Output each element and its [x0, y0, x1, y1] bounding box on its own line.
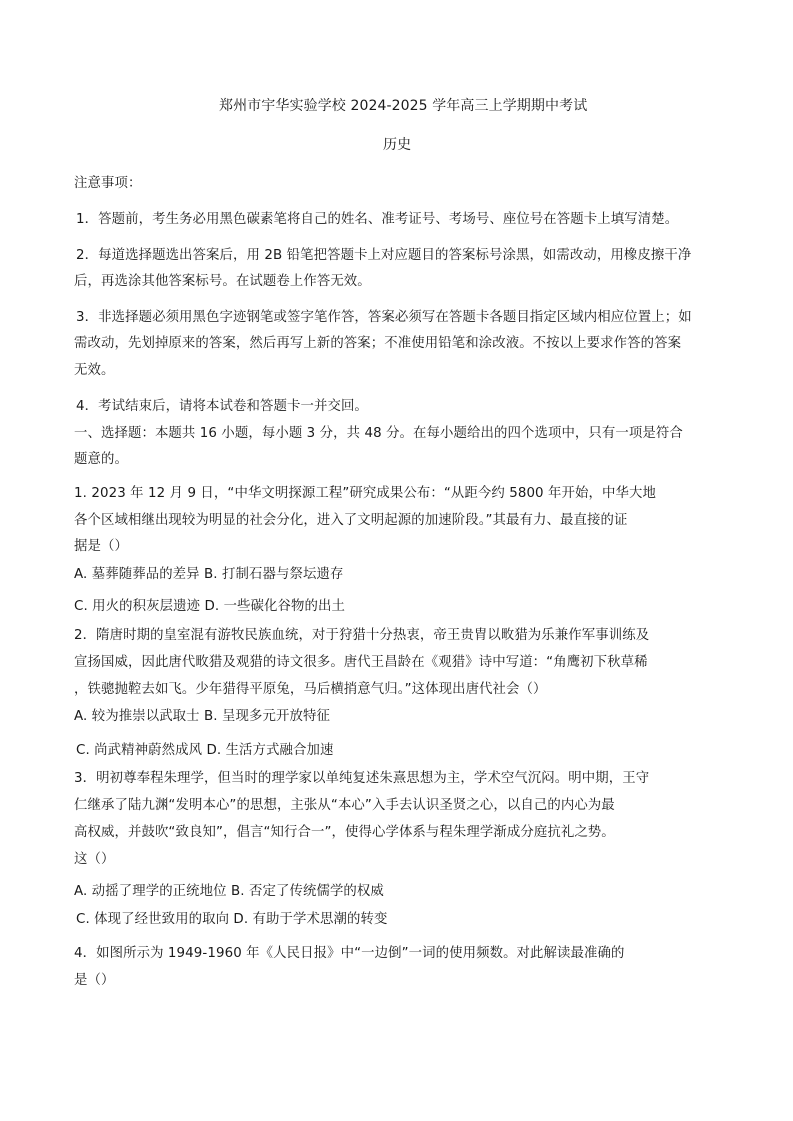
question-1-options-line-1: A. 墓葬随葬品的差异 B. 打制石器与祭坛遗存	[74, 567, 344, 582]
question-1-stem-line-1: 1. 2023 年 12 月 9 日，“中华文明探源工程”研究成果公布：“从距今约 5800 年开始，中华大地	[74, 486, 656, 501]
question-4-stem-line-2: 是（）	[74, 973, 115, 988]
question-2-options-line-1: A. 较为推崇以武取士 B. 呈现多元开放特征	[74, 709, 330, 724]
question-3-stem-line-3: 高权威，并鼓吹“致良知”，倡言“知行合一”，使得心学体系与程朱理学渐成分庭抗礼之势。	[74, 825, 615, 840]
section-heading-line-2: 题意的。	[74, 452, 128, 467]
exam-title: 郑州市宇华实验学校 2024-2025 学年高三上学期期中考试	[219, 98, 588, 114]
question-2-stem-line-2: 宣扬国威，因此唐代畋猎及观猎的诗文很多。唐代王昌龄在《观猎》诗中写道：“角鹰初下秋草稀	[74, 655, 648, 670]
section-heading-line-1: 一、选择题：本题共 16 小题，每小题 3 分，共 48 分。在每小题给出的四个选项中，只有一项是符合	[74, 426, 683, 441]
question-1-stem-line-2: 各个区域相继出现较为明显的社会分化，进入了文明起源的加速阶段。”其最有力、最直接的证	[74, 513, 628, 528]
question-3-stem-line-2: 仁继承了陆九渊“发明本心”的思想，主张从“本心”入手去认识圣贤之心，以自己的内心为最	[74, 798, 615, 813]
question-4-stem-line-1: 4．如图所示为 1949-1960 年《人民日报》中“一边倒”一词的使用频数。对此解读最准确的	[74, 946, 625, 961]
subject-title: 历史	[383, 137, 412, 153]
question-2-options-line-2: C. 尚武精神蔚然成风 D. 生活方式融合加速	[76, 743, 334, 758]
question-3-options-line-1: A. 动摇了理学的正统地位 B. 否定了传统儒学的权威	[74, 884, 384, 899]
question-3-stem-line-1: 3．明初尊奉程朱理学，但当时的理学家以单纯复述朱熹思想为主，学术空气沉闷。明中期，王守	[74, 771, 650, 786]
notice-item-3-line-2: 需改动，先划掉原来的答案，然后再写上新的答案；不准使用铅笔和涂改液。不按以上要求作答的答案	[74, 336, 682, 351]
question-2-stem-line-3: ，铁骢抛鞚去如飞。少年猎得平原兔，马后横捎意气归。”这体现出唐代社会（）	[74, 682, 547, 697]
question-3-options-line-2: C. 体现了经世致用的取向 D. 有助于学术思潮的转变	[76, 912, 388, 927]
notice-item-4: 4．考试结束后，请将本试卷和答题卡一并交回。	[76, 399, 368, 414]
question-3-stem-line-4: 这（）	[74, 852, 115, 867]
question-2-stem-line-1: 2．隋唐时期的皇室混有游牧民族血统，对于狩猎十分热衷，帝王贵胄以畋猎为乐兼作军事训练及	[74, 628, 650, 643]
question-1-options-line-2: C. 用火的积灰层遗迹 D. 一些碳化谷物的出土	[74, 599, 345, 614]
notice-item-2-line-1: 2．每道选择题选出答案后，用 2B 铅笔把答题卡上对应题目的答案标号涂黑，如需改动，用橡皮擦干净	[76, 248, 692, 263]
notice-item-3-line-1: 3．非选择题必须用黑色字迹钢笔或签字笔作答，答案必须写在答题卡各题目指定区域内相应位置上；如	[76, 310, 692, 325]
notice-heading: 注意事项：	[74, 176, 142, 191]
question-1-stem-line-3: 据是（）	[74, 539, 128, 554]
notice-item-2-line-2: 后，再选涂其他答案标号。在试题卷上作答无效。	[74, 274, 371, 289]
notice-item-1: 1．答题前，考生务必用黑色碳素笔将自己的姓名、准考证号、考场号、座位号在答题卡上填写清楚。	[76, 212, 679, 227]
notice-item-3-line-3: 无效。	[74, 363, 115, 378]
